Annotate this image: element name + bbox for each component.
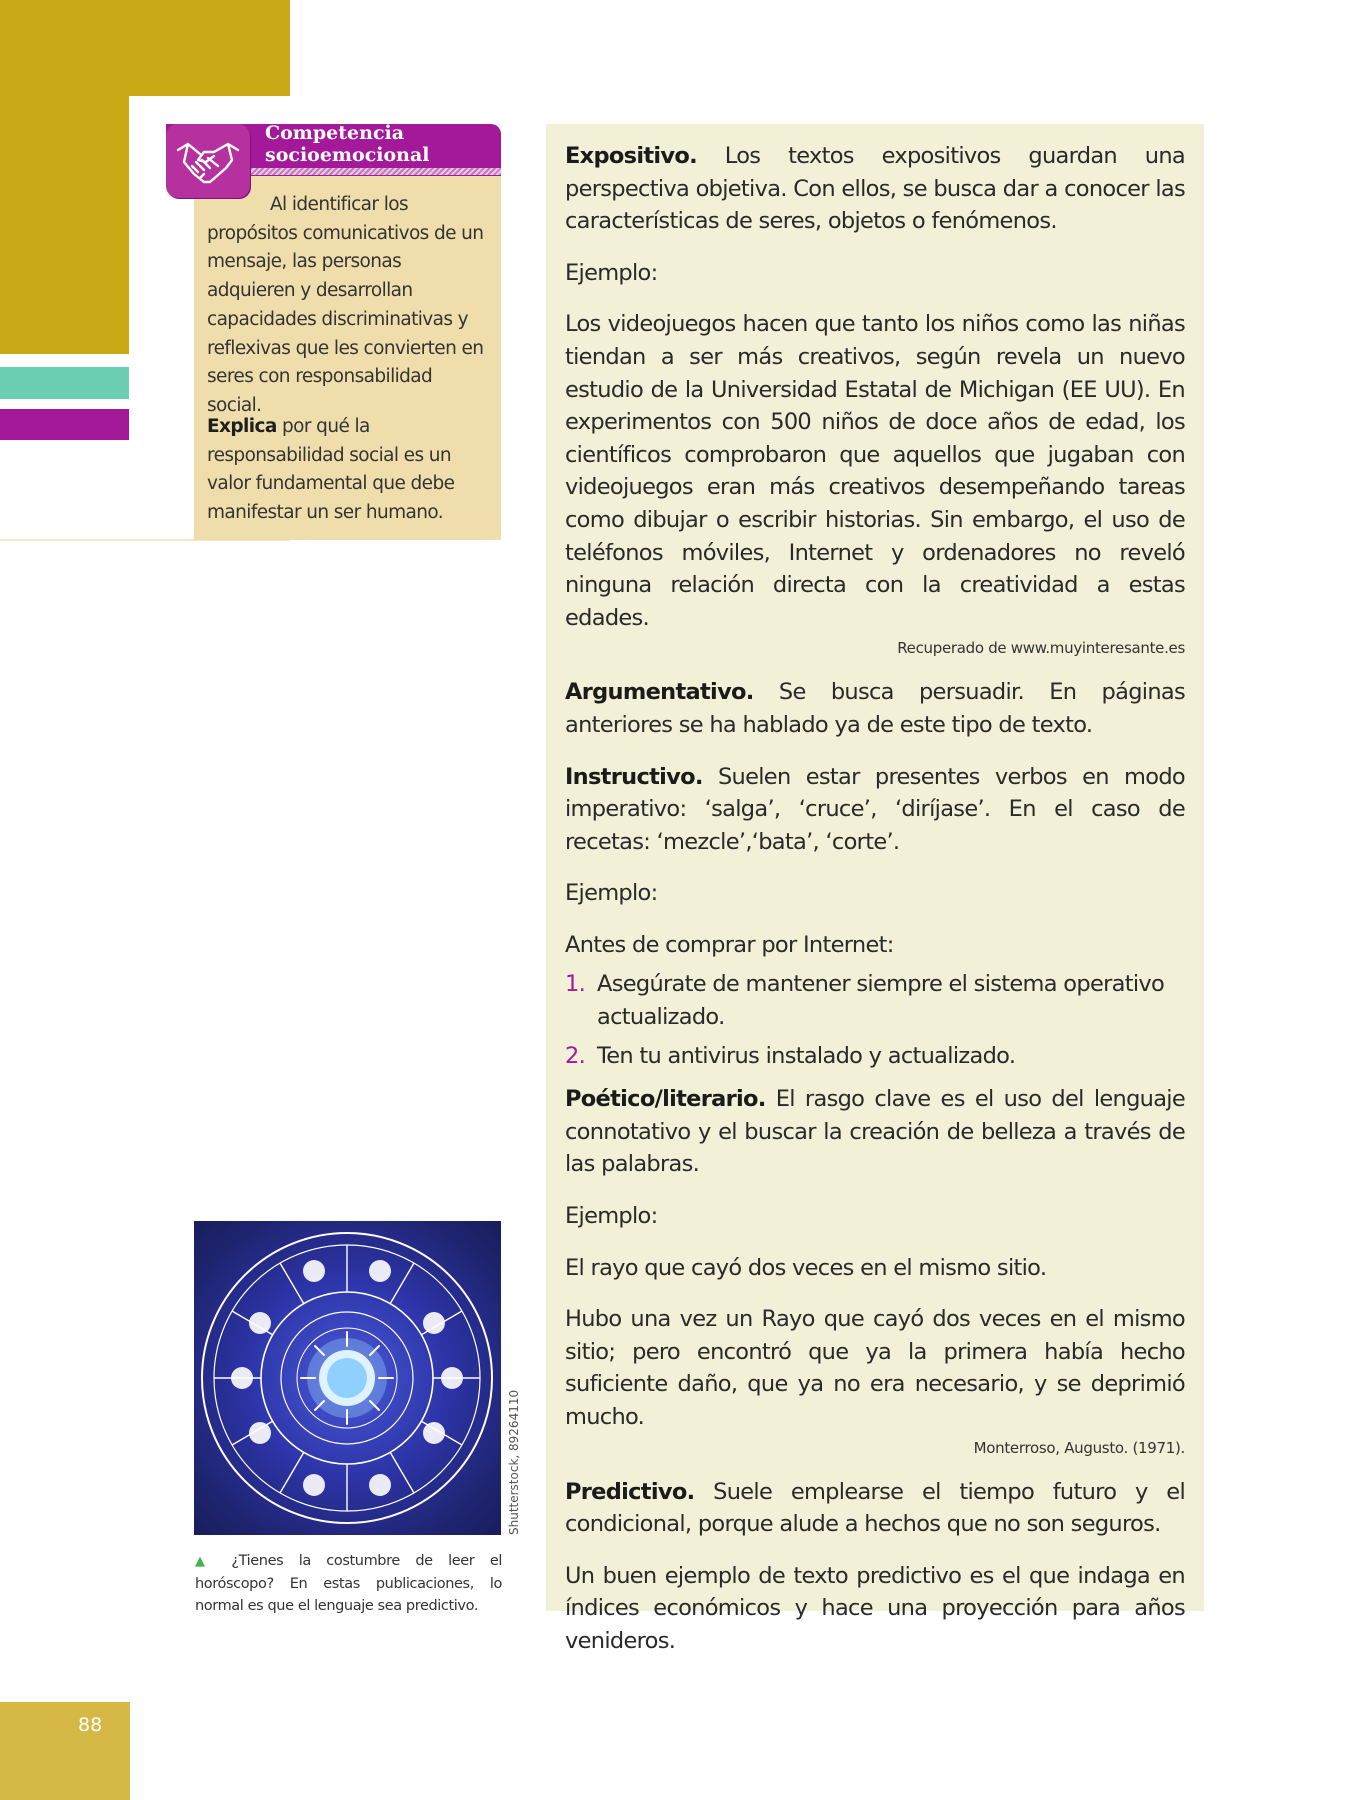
task-keyword: Explica — [207, 416, 277, 437]
source-citation: Recuperado de www.muyinteresante.es — [897, 639, 1185, 658]
expositive-example: Los videojuegos hacen que tanto los niños como las niñas tiendan a ser más creativos, según revela un nuevo estudio de la Universidad Estatal de Michigan (EE UU). En experimentos con 500 niños de doce años de edad, los científicos comprobaron que aquellos que jugaban con videojuegos eran más creativos desempeñando tareas como dibujar o escribir historias. Sin embargo, el uso de teléfonos móviles, Internet y ordenadores no reveló ninguna relación directa con la creatividad a estas edades. — [565, 311, 1185, 631]
example-label: Ejemplo: — [565, 1203, 658, 1230]
task-text: por qué la responsabilidad social es un valor fundamental que debe manifestar un ser humano. — [207, 416, 455, 524]
image-credit: Shutterstock, 89264110 — [507, 1389, 521, 1535]
story-text: Hubo una vez un Rayo que cayó dos veces en el mismo sitio; pero encontró que ya la primera había hecho suficiente daño, que ya no era necesario, y se deprimió mucho. — [565, 1306, 1185, 1430]
instructive-intro: Antes de comprar por Internet: — [565, 931, 894, 958]
poetic-definition: Poético/literario. El rasgo clave es el uso del lenguaje connotativo y el buscar la creación de belleza a través de las palabras. — [565, 1086, 1185, 1178]
predictive-definition: Predictivo. Suele emplearse el tiempo futuro y el condicional, porque alude a hechos que no son seguros. — [565, 1478, 1185, 1538]
socioemotional-paragraph: Al identificar los propósitos comunicativos de un mensaje, las personas adquieren y desarrollan capacidades discriminativas y reflexivas que les convierten en seres con responsabilidad social. — [207, 194, 484, 416]
term: Poético/literario. — [565, 1086, 766, 1113]
expositive-definition: Expositivo. Los textos expositivos guardan una perspectiva objetiva. Con ellos, se busca dar a conocer las características de seres, objetos o fenómenos. — [565, 143, 1185, 235]
title-line-1: Competencia — [265, 122, 405, 144]
page-number: 88 — [78, 1714, 103, 1736]
decorative-gold-block — [0, 0, 290, 96]
socioemotional-task — [207, 413, 487, 528]
step-text: Ten tu antivirus instalado y actualizado. — [597, 1042, 1016, 1069]
instructive-steps — [565, 968, 1185, 1072]
list-item — [565, 968, 1185, 1033]
page-number-tab — [0, 1702, 130, 1800]
step-text: Asegúrate de mantener siempre el sistema operativo actualizado. — [597, 971, 1165, 1031]
header-stripe — [250, 168, 501, 175]
zodiac-wheel-icon — [194, 1221, 501, 1535]
instructive-definition: Instructivo. Suelen estar presentes verbos en modo imperativo: ‘salga’, ‘cruce’, ‘diríjase’. En el caso de recetas: ‘mezcle’,‘bata’, ‘corte’. — [565, 763, 1185, 855]
zodiac-wheel-image — [194, 1221, 501, 1535]
story-title: El rayo que cayó dos veces en el mismo sitio. — [565, 1254, 1047, 1281]
list-item — [565, 1040, 1185, 1073]
decorative-magenta-bar — [0, 409, 129, 440]
image-caption — [195, 1550, 502, 1617]
socioemotional-title — [265, 122, 495, 166]
decorative-teal-bar — [0, 367, 129, 399]
source-citation: Monterroso, Augusto. (1971). — [973, 1438, 1185, 1457]
step-number: 2. — [565, 1042, 586, 1069]
caption-text: ¿Tienes la costumbre de leer el horóscopo? En estas publicaciones, lo normal es que el lenguaje sea predictivo. — [195, 1553, 502, 1614]
term: Argumentativo. — [565, 679, 754, 706]
handshake-icon — [166, 124, 250, 198]
argumentative-definition: Argumentativo. Se busca persuadir. En páginas anteriores se ha hablado ya de este tipo de texto. — [565, 679, 1185, 738]
text-types-content — [565, 140, 1185, 1677]
step-number: 1. — [565, 971, 586, 998]
term: Predictivo. — [565, 1478, 695, 1505]
decorative-gold-column — [0, 96, 129, 354]
example-label: Ejemplo: — [565, 259, 658, 286]
predictive-example: Un buen ejemplo de texto predictivo es el que indaga en índices económicos y hace una proyección para años venideros. — [565, 1562, 1185, 1654]
triangle-icon: ▲ — [195, 1554, 216, 1569]
example-label: Ejemplo: — [565, 880, 658, 907]
title-line-2: socioemocional — [265, 144, 430, 166]
term: Expositivo. — [565, 143, 697, 169]
term: Instructivo. — [565, 763, 703, 790]
